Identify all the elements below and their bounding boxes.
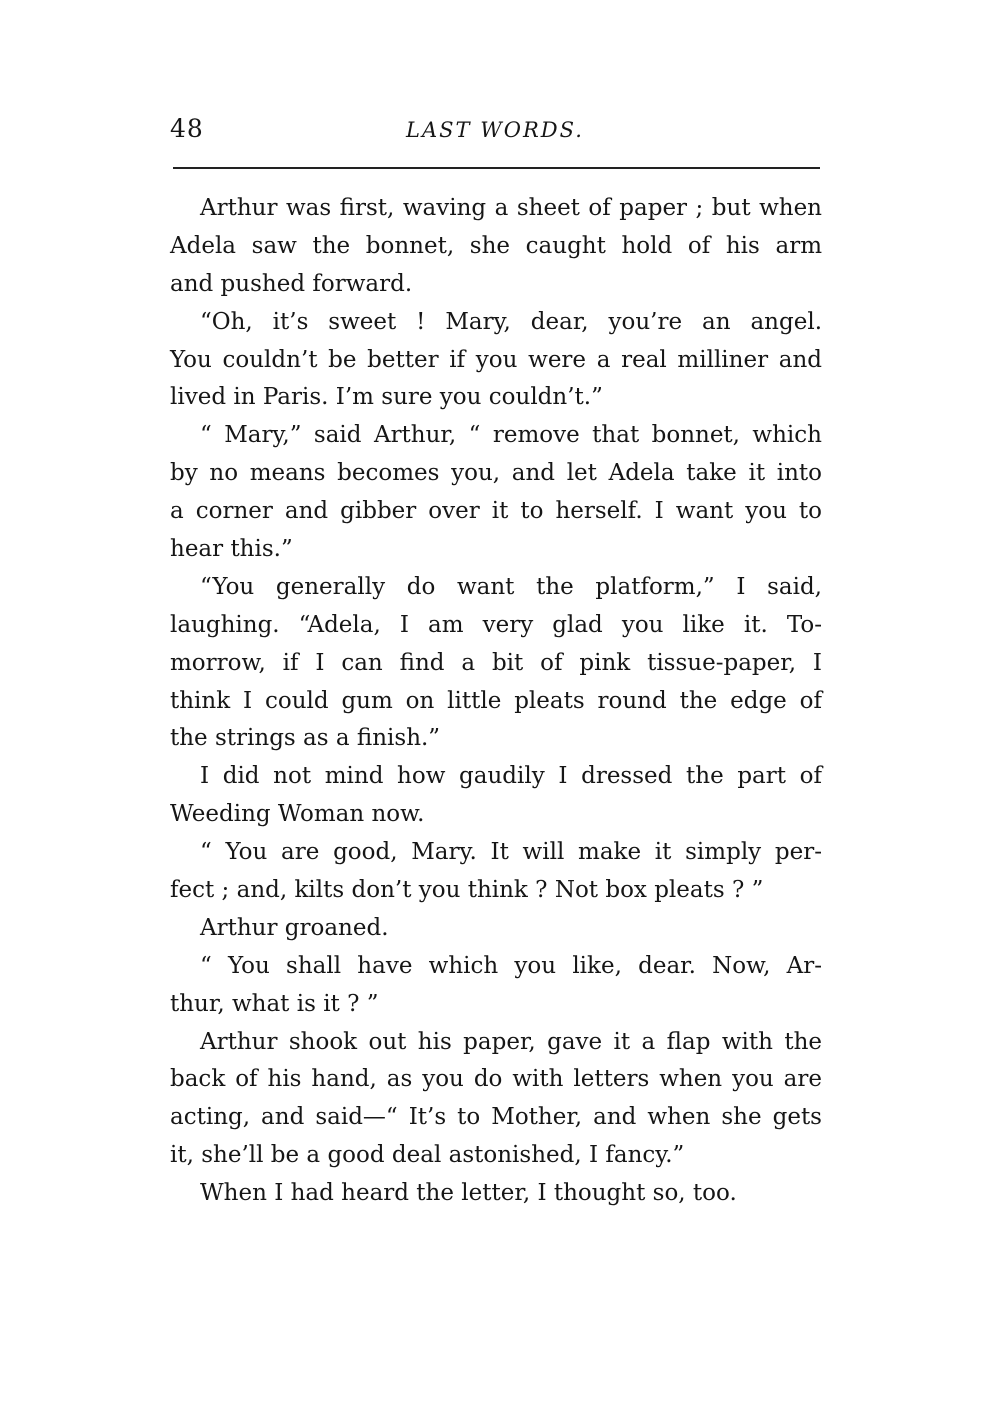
text-line: hear this.” [170,536,293,563]
text-line: Weeding Woman now. [170,801,425,828]
text-line: fect ; and, kilts don’t you think ? Not box pleats ? ” [170,877,764,904]
text-line: by no means becomes you, and let Adela take it into [170,460,822,487]
text-line: it, she’ll be a good deal astonished, I fancy.” [170,1142,685,1169]
text-line: When I had heard the letter, I thought so, too. [200,1180,737,1207]
running-head [170,114,820,154]
text-line: “Oh, it’s sweet ! Mary, dear, you’re an angel. [200,308,822,335]
text-line: lived in Paris. I’m sure you couldn’t.” [170,384,603,411]
text-line: “ You are good, Mary. It will make it simply per- [200,839,822,866]
text-line: think I could gum on little pleats round the edge of [170,687,822,714]
text-line: Adela saw the bonnet, she caught hold of his arm [170,232,822,259]
text-line: and pushed forward. [170,270,413,297]
page-number: 48 [170,114,204,143]
header-rule [173,167,820,169]
text-line: “ Mary,” said Arthur, “ remove that bonnet, which [200,422,822,449]
text-line: laughing. “Adela, I am very glad you like it. To- [170,611,822,638]
text-line: a corner and gibber over it to herself. I want you to [170,498,822,525]
text-line: I did not mind how gaudily I dressed the part of [200,763,822,790]
text-line: Arthur shook out his paper, gave it a flap with the [200,1028,822,1055]
text-line: “You generally do want the platform,” I said, [200,573,822,600]
text-line: the strings as a finish.” [170,725,441,752]
text-line: Arthur groaned. [200,914,389,941]
text-line: thur, what is it ? ” [170,990,379,1017]
text-line: acting, and said—“ It’s to Mother, and when she gets [170,1104,822,1131]
body-text [170,190,822,1213]
running-title: LAST WORDS. [406,118,584,142]
text-line: “ You shall have which you like, dear. Now, Ar- [200,952,822,979]
text-line: Arthur was first, waving a sheet of paper ; but when [200,195,822,221]
text-line: back of his hand, as you do with letters when you are [170,1066,822,1093]
text-line: You couldn’t be better if you were a real milliner and [170,346,822,373]
text-line: morrow, if I can find a bit of pink tissue-paper, I [170,649,822,676]
